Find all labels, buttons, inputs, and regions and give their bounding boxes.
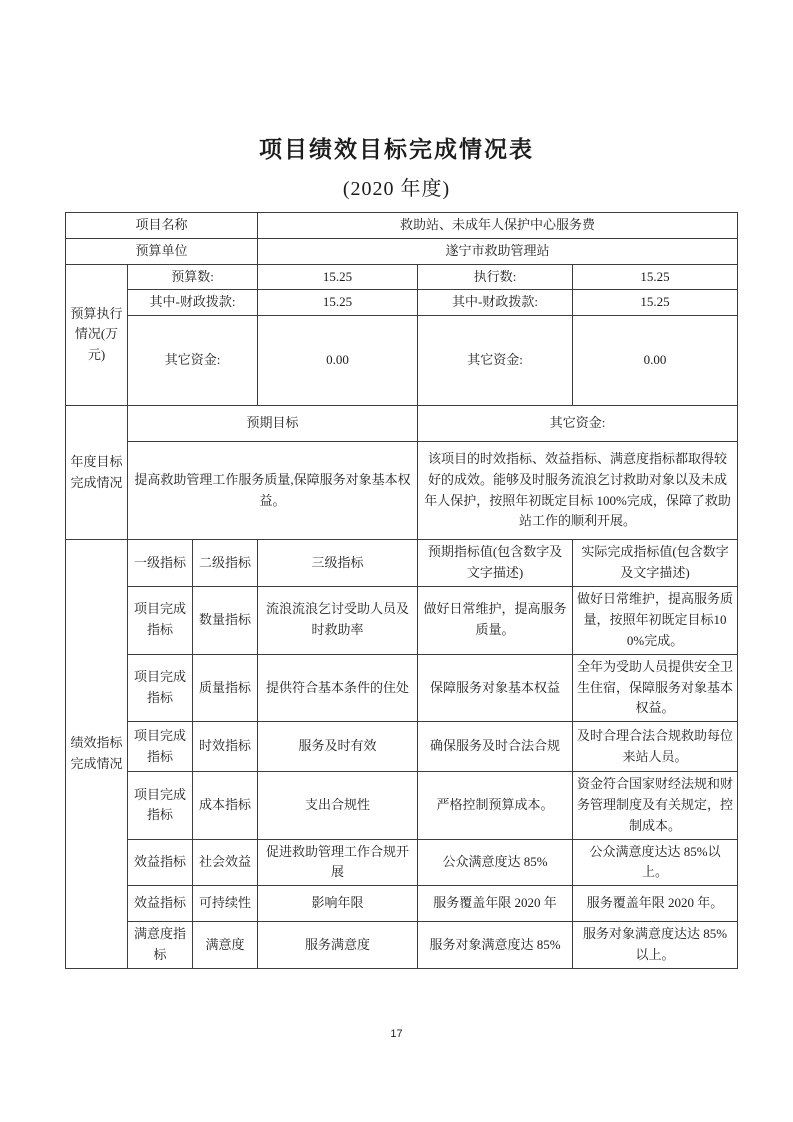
level1-cell: 项目完成指标 bbox=[128, 772, 193, 839]
actual-cell: 及时合理合法合规救助每位来站人员。 bbox=[573, 722, 738, 772]
level2-cell: 成本指标 bbox=[193, 772, 258, 839]
project-name-row bbox=[66, 213, 738, 239]
budget-row-amount bbox=[66, 264, 738, 290]
page-title: 项目绩效目标完成情况表 bbox=[259, 137, 534, 162]
other-funds-label-left: 其它资金: bbox=[128, 316, 258, 406]
level2-cell: 社会效益 bbox=[193, 839, 258, 886]
project-name-label: 项目名称 bbox=[66, 213, 258, 239]
level1-cell: 项目完成指标 bbox=[128, 654, 193, 721]
indicator-row-social-benefit bbox=[66, 839, 738, 886]
actual-cell: 服务对象满意度达达 85%以上。 bbox=[573, 922, 738, 969]
fiscal-grant-label-left: 其中-财政拨款: bbox=[128, 290, 258, 316]
indicator-section-label: 绩效指标完成情况 bbox=[66, 540, 128, 969]
budget-row-other-funds bbox=[66, 316, 738, 406]
annual-content-row bbox=[66, 442, 738, 540]
annual-header-row bbox=[66, 406, 738, 442]
fiscal-grant-label-right: 其中-财政拨款: bbox=[418, 290, 573, 316]
performance-table bbox=[65, 212, 738, 969]
header-level3: 三级指标 bbox=[258, 540, 418, 587]
budget-unit-value: 遂宁市救助管理站 bbox=[258, 238, 738, 264]
expected-cell: 严格控制预算成本。 bbox=[418, 772, 573, 839]
level3-cell: 服务满意度 bbox=[258, 922, 418, 969]
page-subtitle: (2020 年度) bbox=[342, 178, 451, 200]
level1-cell: 项目完成指标 bbox=[128, 722, 193, 772]
level2-cell: 可持续性 bbox=[193, 886, 258, 922]
expected-cell: 保障服务对象基本权益 bbox=[418, 654, 573, 721]
expected-cell: 做好日常维护，提高服务质量。 bbox=[418, 586, 573, 654]
budget-amount-value: 15.25 bbox=[258, 264, 418, 290]
level2-cell: 质量指标 bbox=[193, 654, 258, 721]
budget-section-label: 预算执行情况(万元) bbox=[66, 264, 128, 406]
level2-cell: 数量指标 bbox=[193, 586, 258, 654]
actual-cell: 公众满意度达达 85%以上。 bbox=[573, 839, 738, 886]
level3-cell: 流浪流浪乞讨受助人员及时救助率 bbox=[258, 586, 418, 654]
annual-actual-text: 该项目的时效指标、效益指标、满意度指标都取得较好的成效。能够及时服务流浪乞讨救助对象以及未成年人保护，按照年初既定目标 100%完成，保障了救助站工作的顺利开展。 bbox=[418, 442, 738, 540]
level3-cell: 提供符合基本条件的住处 bbox=[258, 654, 418, 721]
execution-amount-value: 15.25 bbox=[573, 264, 738, 290]
level1-cell: 效益指标 bbox=[128, 886, 193, 922]
indicator-header-row bbox=[66, 540, 738, 587]
project-name-value: 救助站、未成年人保护中心服务费 bbox=[258, 213, 738, 239]
annual-expected-text: 提高救助管理工作服务质量,保障服务对象基本权益。 bbox=[128, 442, 418, 540]
indicator-row-satisfaction bbox=[66, 922, 738, 969]
expected-cell: 服务对象满意度达 85% bbox=[418, 922, 573, 969]
actual-cell: 做好日常维护，提高服务质量，按照年初既定目标100%完成。 bbox=[573, 586, 738, 654]
indicator-row-cost bbox=[66, 772, 738, 839]
annual-expected-header: 预期目标 bbox=[128, 406, 418, 442]
level1-cell: 满意度指标 bbox=[128, 922, 193, 969]
indicator-row-quality bbox=[66, 654, 738, 721]
level2-cell: 满意度 bbox=[193, 922, 258, 969]
indicator-row-timeliness bbox=[66, 722, 738, 772]
level1-cell: 效益指标 bbox=[128, 839, 193, 886]
budget-row-fiscal bbox=[66, 290, 738, 316]
header-level2: 二级指标 bbox=[193, 540, 258, 587]
budget-unit-row bbox=[66, 238, 738, 264]
expected-cell: 公众满意度达 85% bbox=[418, 839, 573, 886]
indicator-row-sustainability bbox=[66, 886, 738, 922]
level3-cell: 影响年限 bbox=[258, 886, 418, 922]
actual-cell: 资金符合国家财经法规和财务管理制度及有关规定，控制成本。 bbox=[573, 772, 738, 839]
header-level1: 一级指标 bbox=[128, 540, 193, 587]
execution-amount-label: 执行数: bbox=[418, 264, 573, 290]
other-funds-label-right: 其它资金: bbox=[418, 316, 573, 406]
actual-cell: 全年为受助人员提供安全卫生住宿，保障服务对象基本权益。 bbox=[573, 654, 738, 721]
level3-cell: 促进救助管理工作合规开展 bbox=[258, 839, 418, 886]
expected-cell: 确保服务及时合法合规 bbox=[418, 722, 573, 772]
level3-cell: 服务及时有效 bbox=[258, 722, 418, 772]
level2-cell: 时效指标 bbox=[193, 722, 258, 772]
fiscal-grant-value-right: 15.25 bbox=[573, 290, 738, 316]
actual-cell: 服务覆盖年限 2020 年。 bbox=[573, 886, 738, 922]
page-number: 17 bbox=[390, 1028, 403, 1040]
header-expected-value: 预期指标值(包含数字及文字描述) bbox=[418, 540, 573, 587]
header-actual-value: 实际完成指标值(包含数字及文字描述) bbox=[573, 540, 738, 587]
fiscal-grant-value-left: 15.25 bbox=[258, 290, 418, 316]
annual-actual-header: 其它资金: bbox=[418, 406, 738, 442]
budget-unit-label: 预算单位 bbox=[66, 238, 258, 264]
other-funds-value-left: 0.00 bbox=[258, 316, 418, 406]
level3-cell: 支出合规性 bbox=[258, 772, 418, 839]
expected-cell: 服务覆盖年限 2020 年 bbox=[418, 886, 573, 922]
indicator-row-quantity bbox=[66, 586, 738, 654]
level1-cell: 项目完成指标 bbox=[128, 586, 193, 654]
annual-section-label: 年度目标完成情况 bbox=[66, 406, 128, 540]
budget-amount-label: 预算数: bbox=[128, 264, 258, 290]
other-funds-value-right: 0.00 bbox=[573, 316, 738, 406]
